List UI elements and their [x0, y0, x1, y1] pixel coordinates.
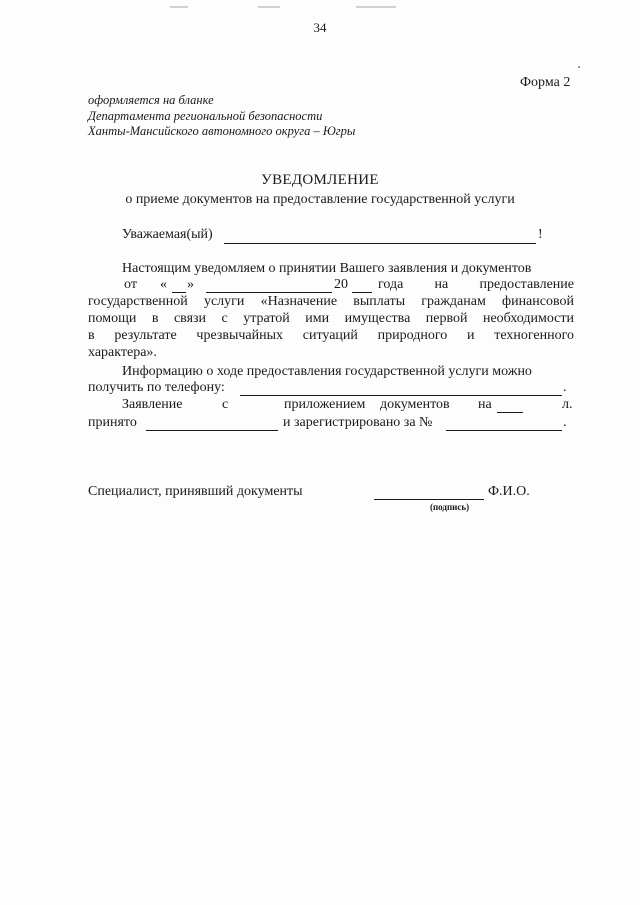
registration-number-field[interactable] [446, 430, 562, 431]
header-note-line: Ханты-Мансийского автономного округа – Югры [88, 124, 356, 138]
header-note-line: оформляется на бланке [88, 93, 214, 107]
scan-dot [578, 66, 580, 68]
accepted-date-field[interactable] [146, 430, 278, 431]
paragraph-line: характера». [88, 345, 157, 360]
paragraph-line: помощи в связи с утратой ими имущества первой необходимости [88, 311, 574, 326]
sheets-count-field[interactable] [497, 412, 523, 413]
signature-label: Специалист, принявший документы [88, 484, 303, 499]
paragraph-line: Информацию о ходе предоставления государственной услуги можно [122, 364, 532, 379]
quote-close: » [187, 277, 194, 292]
registered-label: и зарегистрировано за № [283, 415, 433, 430]
paragraph-word: документов [380, 397, 450, 412]
signature-field[interactable] [374, 499, 484, 500]
header-note-line: Департамента региональной безопасности [88, 109, 323, 123]
paragraph-line: Настоящим уведомляем о принятии Вашего заявления и документов [122, 261, 532, 276]
page-number: 34 [313, 20, 327, 35]
quote-open: « [160, 277, 167, 292]
paragraph-word: приложением [284, 397, 366, 412]
accepted-label: принято [88, 415, 137, 430]
paragraph-line: года на предоставление [378, 277, 574, 292]
scan-artifact [170, 6, 188, 8]
phone-end: . [563, 380, 567, 395]
signature-caption: (подпись) [430, 502, 470, 512]
scan-artifact [356, 6, 396, 8]
phone-label: получить по телефону: [88, 380, 225, 395]
salutation-suffix: ! [538, 227, 543, 242]
document-subtitle: о приеме документов на предоставление государственной услуги [125, 192, 515, 207]
paragraph-word: с [222, 397, 229, 412]
phone-field[interactable] [240, 395, 562, 396]
paragraph-word: Заявление [122, 397, 183, 412]
fio-label: Ф.И.О. [488, 484, 530, 499]
registration-end: . [563, 415, 567, 430]
year-prefix: 20 [334, 277, 348, 292]
recipient-name-field[interactable] [224, 243, 536, 244]
paragraph-word: на [478, 397, 492, 412]
salutation-prefix: Уважаемая(ый) [122, 227, 213, 242]
paragraph-line: в результате чрезвычайных ситуаций природного и техногенного [88, 328, 574, 343]
year-field[interactable] [352, 292, 372, 293]
paragraph-word: л. [562, 397, 573, 412]
month-field[interactable] [206, 292, 332, 293]
form-label: Форма 2 [520, 75, 571, 90]
date-ot-label: от [124, 277, 137, 292]
day-field[interactable] [172, 292, 186, 293]
document-title: УВЕДОМЛЕНИЕ [261, 172, 379, 188]
scan-artifact [258, 6, 280, 8]
paragraph-line: государственной услуги «Назначение выплаты гражданам финансовой [88, 294, 574, 309]
